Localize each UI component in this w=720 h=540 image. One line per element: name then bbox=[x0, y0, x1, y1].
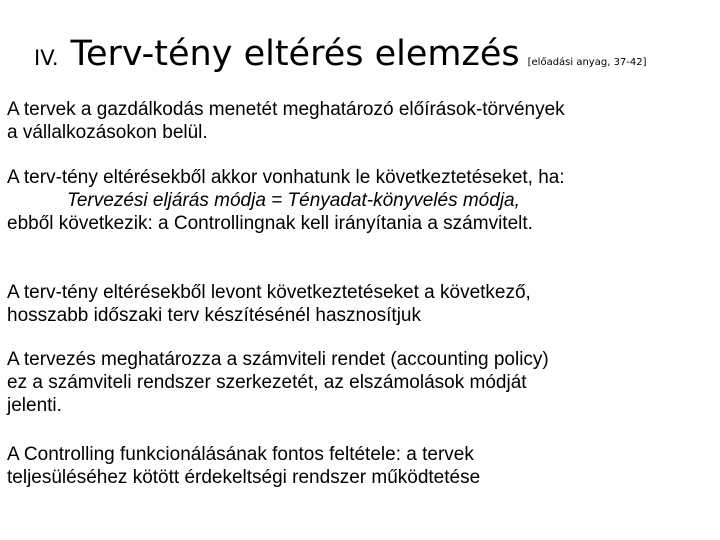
paragraph-planning-rules bbox=[7, 98, 713, 144]
section-number: IV. bbox=[34, 46, 59, 70]
paragraph-conclusions-condition bbox=[7, 166, 713, 235]
source-reference: [előadási anyag, 37-42] bbox=[527, 57, 647, 68]
paragraph-line: ez a számviteli rendszer szerkezetét, az elszámolások módját bbox=[7, 372, 527, 393]
paragraph-line: hosszabb időszaki terv készítésénél hasznosítjuk bbox=[7, 305, 421, 326]
paragraph-line: teljesüléséhez kötött érdekeltségi rendszer működtetése bbox=[7, 467, 481, 488]
paragraph-line: A Controlling funkcionálásának fontos feltétele: a tervek bbox=[7, 444, 474, 465]
paragraph-line: A terv-tény eltérésekből levont következtetéseket a következő, bbox=[7, 282, 531, 303]
paragraph-line: ebből következik: a Controllingnak kell irányítania a számvitelt. bbox=[7, 213, 533, 234]
slide-title bbox=[34, 34, 714, 74]
paragraph-line: A tervek a gazdálkodás menetét meghatározó előírások-törvények bbox=[7, 99, 565, 120]
paragraph-next-plan bbox=[7, 281, 713, 327]
equation-line: Tervezési eljárás módja = Tényadat-könyvelés módja, bbox=[67, 190, 520, 211]
paragraph-line: A terv-tény eltérésekből akkor vonhatunk le következtetéseket, ha: bbox=[7, 167, 565, 188]
title-text: Terv-tény eltérés elemzés bbox=[70, 34, 520, 74]
paragraph-line: jelenti. bbox=[7, 395, 62, 416]
paragraph-accounting-policy bbox=[7, 348, 713, 417]
paragraph-controlling-condition bbox=[7, 443, 713, 489]
paragraph-line: A tervezés meghatározza a számviteli rendet (accounting policy) bbox=[7, 349, 549, 370]
paragraph-line: a vállalkozásokon belül. bbox=[7, 122, 208, 143]
